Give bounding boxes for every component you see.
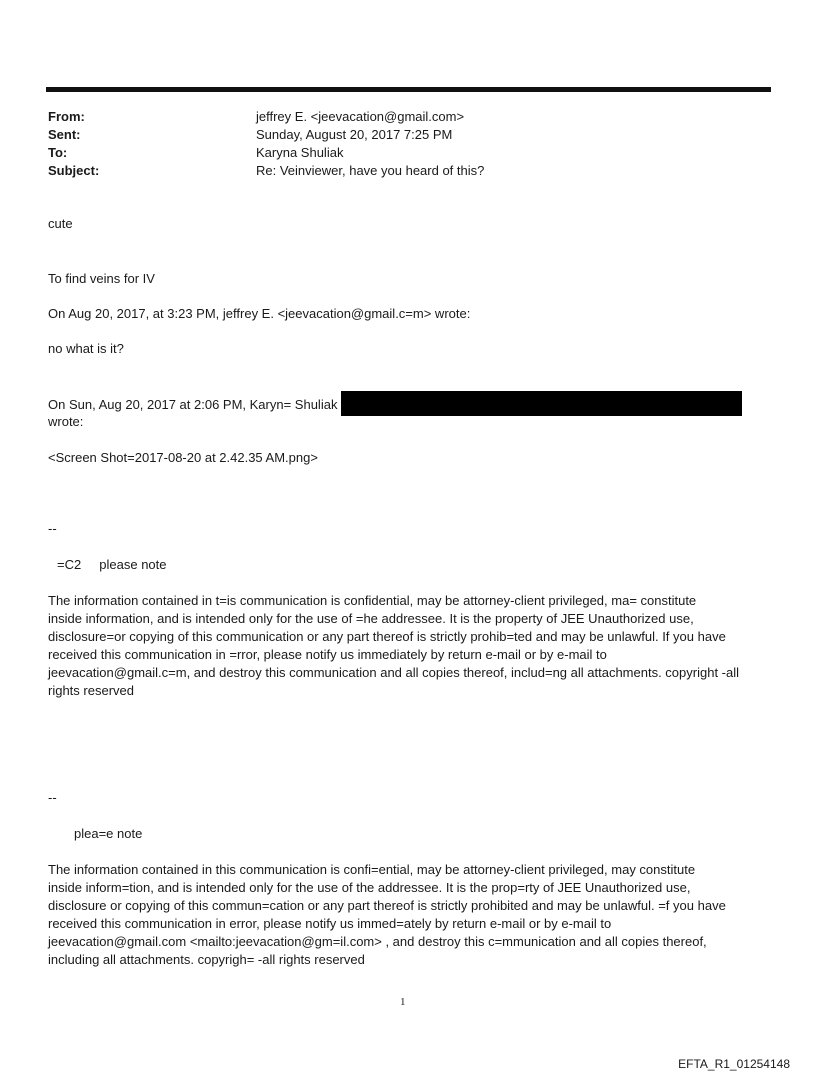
body-line-veins: To find veins for IV (48, 271, 155, 286)
document-id: EFTA_R1_01254148 (678, 1057, 790, 1071)
from-value: jeffrey E. <jeevacation@gmail.com> (256, 109, 465, 124)
signature-separator-2: -- (48, 790, 57, 805)
subject-value: Re: Veinviewer, have you heard of this? (256, 163, 485, 178)
disclaimer-2-line: including all attachments. copyrigh= -all rights reserved (48, 952, 365, 967)
from-row (48, 108, 484, 126)
subject-row (48, 162, 484, 180)
to-label: To: (48, 145, 68, 160)
quote-header-2: On Sun, Aug 20, 2017 at 2:06 PM, Karyn= Shuliak (48, 397, 338, 412)
to-value: Karyna Shuliak (256, 145, 344, 160)
page-number: 1 (400, 996, 406, 1008)
quote-header-1: On Aug 20, 2017, at 3:23 PM, jeffrey E. <jeevacation@gmail.c=m> wrote: (48, 306, 471, 321)
disclaimer-1-line: The information contained in t=is communication is confidential, may be attorney-client privileged, ma= constitute (48, 593, 697, 608)
disclaimer-2-line: disclosure or copying of this commun=cation or any part thereof is strictly prohibited and may be unlawful. =f you have (48, 898, 726, 913)
disclaimer-2-line: The information contained in this communication is confi=ential, may be attorney-client privileged, may constitute (48, 862, 696, 877)
quote-header-2-wrote: wrote: (48, 414, 84, 429)
header-rule (46, 87, 771, 92)
disclaimer-1-line: inside information, and is intended only for the use of =he addressee. It is the property of JEE Unauthorized use, (48, 611, 694, 626)
disclaimer-1-line: disclosure=or copying of this communication or any part thereof is strictly prohib=ted and may be unlawful. If you have (48, 629, 726, 644)
to-row (48, 144, 484, 162)
disclaimer-1 (48, 592, 772, 700)
please-note-2: plea=e note (74, 826, 143, 841)
signature-separator-1: -- (48, 521, 57, 536)
from-label: From: (48, 109, 85, 124)
email-header (48, 108, 484, 180)
sent-label: Sent: (48, 127, 81, 142)
disclaimer-1-line: jeevacation@gmail.c=m, and destroy this communication and all copies thereof, includ=ng all attachments. copyright -all (48, 665, 739, 680)
disclaimer-1-line: received this communication in =rror, please notify us immediately by return e-mail or by e-mail to (48, 647, 607, 662)
body-line-cute: cute (48, 216, 73, 231)
disclaimer-1-line: rights reserved (48, 683, 134, 698)
disclaimer-2-line: received this communication in error, please notify us immed=ately by return e-mail or by e-mail to (48, 916, 612, 931)
sent-row (48, 126, 484, 144)
sent-value: Sunday, August 20, 2017 7:25 PM (256, 127, 453, 142)
disclaimer-2 (48, 861, 772, 969)
redaction-bar (341, 391, 742, 416)
disclaimer-2-line: jeevacation@gmail.com <mailto:jeevacation@gm=il.com> , and destroy this c=mmunication and all copies thereof, (48, 934, 707, 949)
subject-label: Subject: (48, 163, 100, 178)
please-note-1: =C2 please note (57, 557, 167, 572)
disclaimer-2-line: inside inform=tion, and is intended only for the use of the addressee. It is the prop=rty of JEE Unauthorized use, (48, 880, 691, 895)
attachment-line: <Screen Shot=2017-08-20 at 2.42.35 AM.png> (48, 450, 318, 465)
body-line-question: no what is it? (48, 341, 124, 356)
